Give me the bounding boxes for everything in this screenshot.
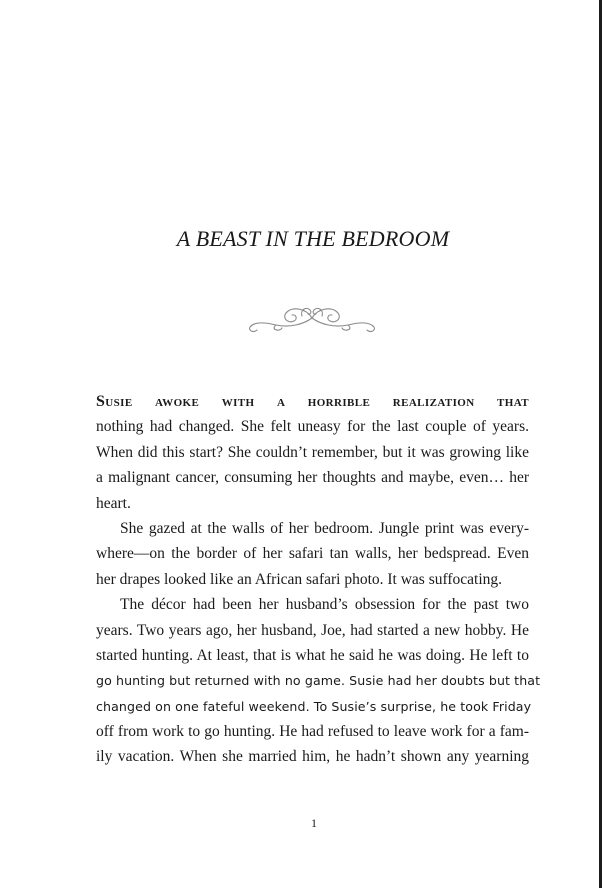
chapter-title: A BEAST IN THE BEDROOM xyxy=(176,226,450,251)
paragraph xyxy=(96,516,529,592)
paragraph xyxy=(96,389,529,516)
text-line: The décor had been her husband’s obsession for the past two xyxy=(120,596,529,614)
text-line: heart. xyxy=(96,494,131,512)
text-line: years. Two years ago, her husband, Joe, had started a new hobby. He xyxy=(96,621,529,639)
text-line: ily vacation. When she married him, he hadn’t shown any yearning xyxy=(96,748,529,766)
text-line: changed on one fateful weekend. To Susie’s surprise, he took Friday xyxy=(96,698,532,714)
text-line: nothing had changed. She felt uneasy for the last couple of years. xyxy=(96,418,529,436)
text-line: Susie awoke with a horrible realization that xyxy=(96,393,529,410)
paragraph xyxy=(96,592,541,770)
text-line: go hunting but returned with no game. Susie had her doubts but that xyxy=(96,673,541,689)
text-line: her drapes looked like an African safari photo. It was suffocating. xyxy=(96,570,503,588)
text-line: She gazed at the walls of her bedroom. Jungle print was every- xyxy=(120,519,529,537)
chapter-body xyxy=(96,389,541,770)
text-line: a malignant cancer, consuming her thoughts and maybe, even… her xyxy=(96,469,529,487)
text-line: When did this start? She couldn’t remember, but it was growing like xyxy=(96,443,529,461)
text-line: where—on the border of her safari tan walls, her bedspread. Even xyxy=(96,545,529,563)
text-line: off from work to go hunting. He had refused to leave work for a fam- xyxy=(96,723,529,741)
page-number: 1 xyxy=(311,816,317,830)
flourish-ornament-icon xyxy=(246,300,378,336)
text-line: started hunting. At least, that is what he said he was doing. He left to xyxy=(96,646,529,664)
